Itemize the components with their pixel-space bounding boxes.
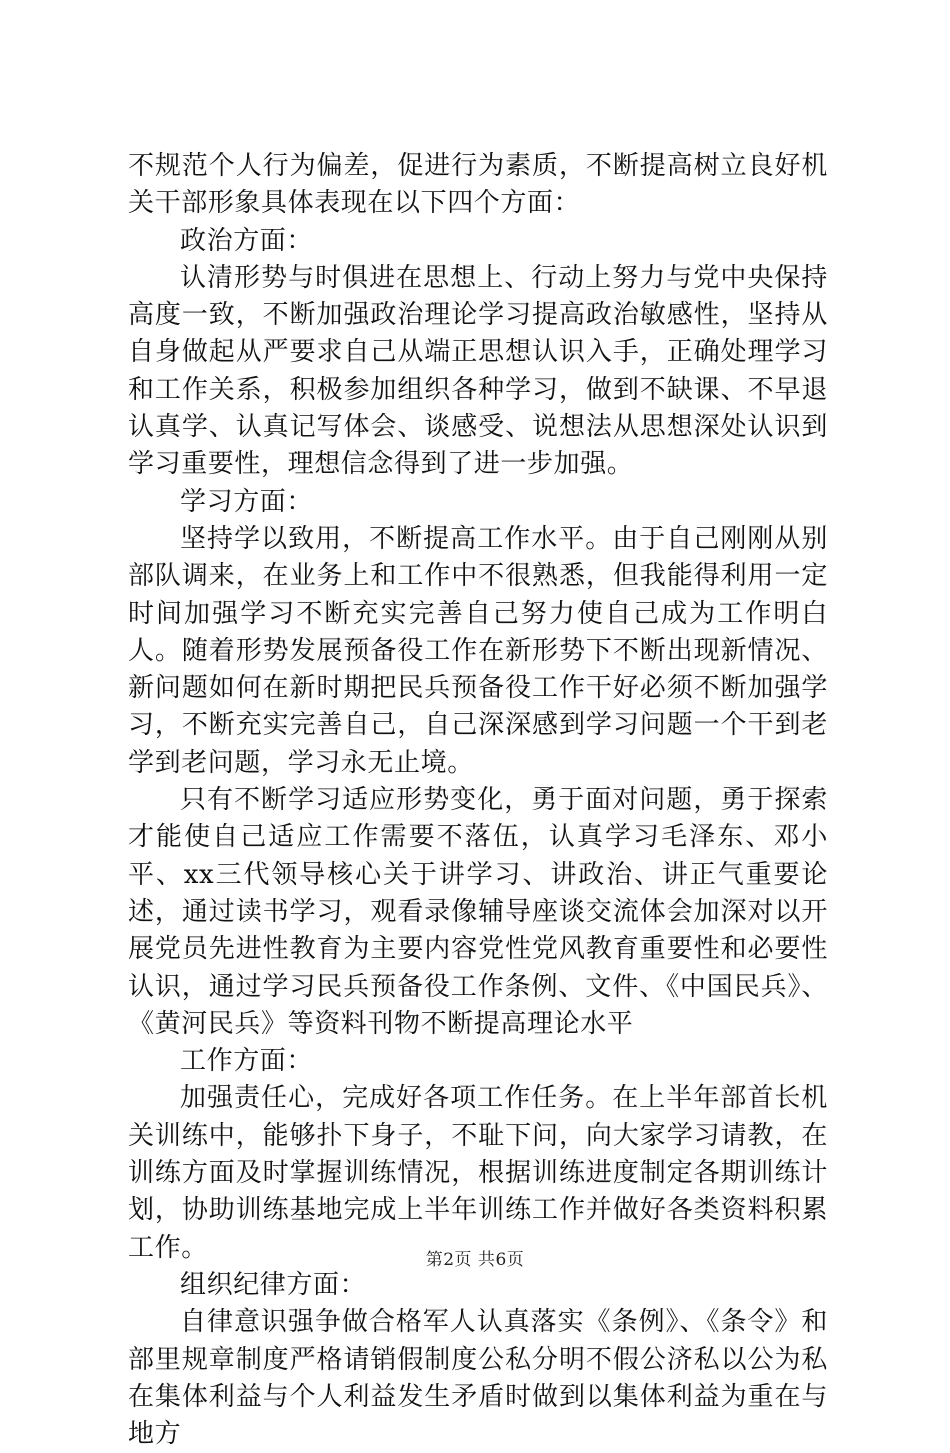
body-paragraph: 坚持学以致用，不断提高工作水平。由于自己刚刚从别部队调来，在业务上和工作中不很熟悉，但我能得利用一定时间加强学习不断充实完善自己努力使自己成为工作明白人。随着形势发展预备役工作在新形势下不断出现新情况、新问题如何在新时期把民兵预备役工作干好必须不断加强学习，不断充实完善自己，自己深深感到学习问题一个干到老学到老问题，学习永无止境。: [128, 523, 828, 778]
body-paragraph: 不规范个人行为偏差，促进行为素质，不断提高树立良好机关干部形象具体表现在以下四个方面：: [128, 151, 828, 219]
section-heading-discipline: 组织纪律方面：: [180, 1269, 367, 1300]
body-paragraph: 自律意识强争做合格军人认真落实《条例》、《条令》和部里规章制度严格请销假制度公私分明不假公济私以公为私在集体利益与个人利益发生矛盾时做到以集体利益为重在与地方: [128, 1307, 828, 1450]
body-paragraph: 加强责任心，完成好各项工作任务。在上半年部首长机关训练中，能够扑下身子，不耻下问，向大家学习请教，在训练方面及时掌握训练情况，根据训练进度制定各期训练计划，协助训练基地完成上半年训练工作并做好各类资料积累工作。: [128, 1083, 828, 1263]
section-heading-work: 工作方面：: [180, 1046, 314, 1077]
page-number-footer: 第2页 共6页: [425, 1250, 525, 1270]
body-paragraph: 只有不断学习适应形势变化，勇于面对问题，勇于探索才能使自己适应工作需要不落伍，认真学习毛泽东、邓小平、xx三代领导核心关于讲学习、讲政治、讲正气重要论述，通过读书学习，观看录像辅导座谈交流体会加深对以开展党员先进性教育为主要内容党性党风教育重要性和必要性认识，通过学习民兵预备役工作条例、文件、《中国民兵》、《黄河民兵》等资料刊物不断提高理论水平: [128, 785, 828, 1039]
section-heading-study: 学习方面：: [180, 486, 314, 517]
body-paragraph: 认清形势与时俱进在思想上、行动上努力与党中央保持高度一致，不断加强政治理论学习提高政治敏感性，坚持从自身做起从严要求自己从端正思想认识入手，正确处理学习和工作关系，积极参加组织各种学习，做到不缺课、不早退认真学、认真记写体会、谈感受、说想法从思想深处认识到学习重要性，理想信念得到了进一步加强。: [128, 262, 828, 480]
section-heading-politics: 政治方面：: [180, 225, 314, 256]
